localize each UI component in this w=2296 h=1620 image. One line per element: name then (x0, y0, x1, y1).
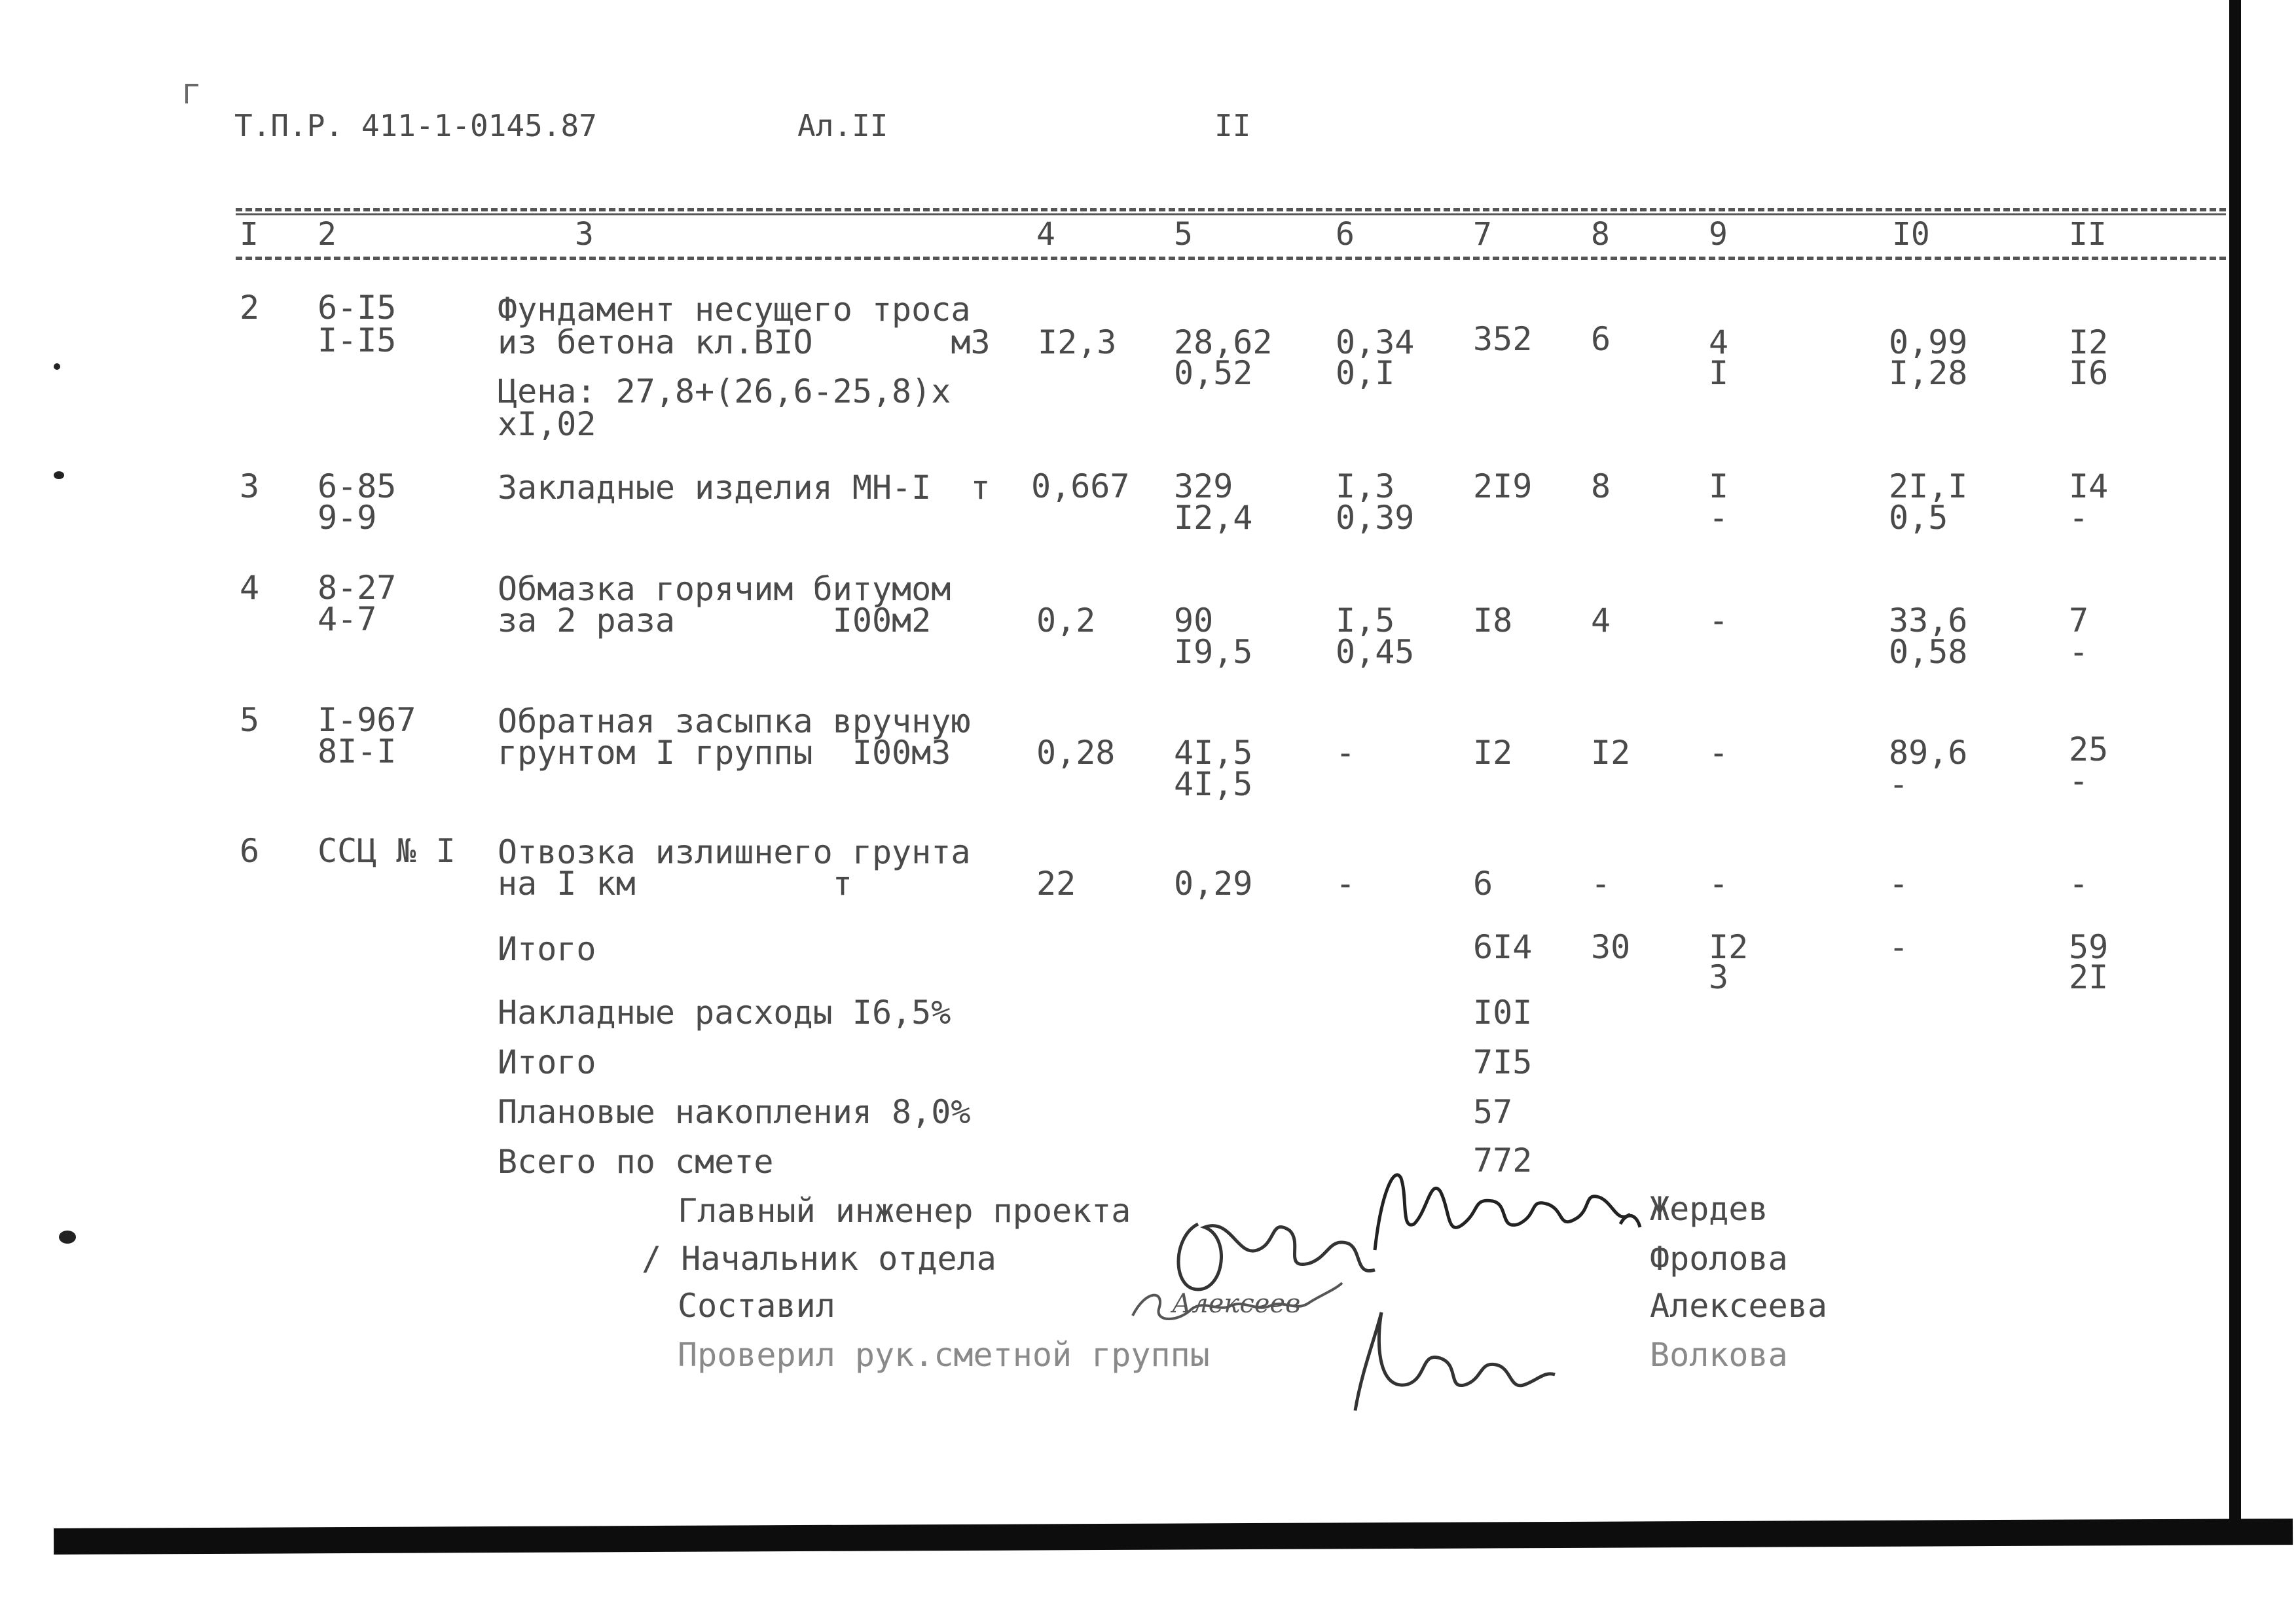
column-number: I0 (1892, 216, 1930, 253)
column-number: 3 (575, 216, 594, 253)
column-8-value: 8 (1591, 467, 1611, 505)
total-column-9: I2 (1709, 928, 1749, 966)
column-number: 5 (1174, 216, 1193, 253)
signature-name: Фролова (1650, 1240, 1788, 1278)
signature-name: Жердев (1650, 1190, 1768, 1228)
column-9-value: - (1709, 602, 1729, 639)
signature-role: Главный инженер проекта (678, 1192, 1131, 1230)
column-6-value: - (1336, 865, 1356, 903)
quantity: I2,3 (1038, 323, 1117, 361)
column-number: 9 (1709, 216, 1728, 253)
total-label: Итого (498, 930, 596, 968)
row-number: 3 (240, 467, 260, 505)
corner-mark (185, 84, 188, 103)
quantity: 0,667 (1031, 467, 1130, 505)
work-description: Обратная засыпка вручную (498, 702, 971, 740)
signature-role: Проверил рук.сметной группы (678, 1336, 1210, 1374)
column-11-value: I6 (2069, 354, 2109, 392)
total-cost: 6 (1473, 865, 1493, 903)
work-description: xI,02 (498, 405, 596, 443)
unit-cost: 329 (1174, 467, 1233, 505)
scan-speck (59, 1231, 76, 1244)
column-6-value: 0,I (1336, 354, 1395, 392)
total-cost: 352 (1473, 320, 1533, 358)
planned-savings-label: Плановые накопления 8,0% (498, 1093, 971, 1131)
column-11-value: - (2069, 865, 2089, 903)
total-column-11: 59 (2069, 928, 2109, 966)
column-11-value: I4 (2069, 467, 2109, 505)
unit-cost: 28,62 (1174, 323, 1273, 361)
total-cost: I2 (1473, 734, 1513, 772)
signature-role: / Начальник отдела (642, 1240, 996, 1278)
album-number: Ал.II (797, 108, 888, 143)
column-9-value: - (1709, 499, 1729, 537)
grand-total-label: Всего по смете (498, 1143, 774, 1181)
rate-code: 4-7 (318, 600, 377, 638)
total-column-8: 30 (1591, 928, 1631, 966)
column-6-value: - (1336, 734, 1356, 772)
table-top-rule (236, 213, 2226, 215)
column-number: II (2069, 216, 2107, 253)
column-6-value: 0,34 (1336, 323, 1415, 361)
row-number: 6 (240, 832, 260, 870)
corner-mark (185, 84, 198, 86)
signature-role: Составил (678, 1287, 835, 1325)
column-8-value: 4 (1591, 602, 1611, 639)
work-description: Отвозка излишнего грунта (498, 833, 971, 871)
unit-cost: 0,52 (1174, 354, 1253, 392)
unit-cost: 4I,5 (1174, 765, 1253, 803)
page-number: II (1214, 108, 1251, 143)
work-description: из бетона кл.BIO м3 (498, 323, 991, 361)
handwritten-signature (1126, 1276, 1349, 1335)
rate-code: I-I5 (318, 321, 397, 359)
unit-cost: 90 (1174, 602, 1214, 639)
handwritten-signature (1336, 1299, 1558, 1417)
work-description: на I км т (498, 865, 852, 903)
column-9-value: I (1709, 354, 1729, 392)
scan-speck (54, 363, 60, 370)
column-8-value: - (1591, 865, 1611, 903)
subtotal-value: 7I5 (1473, 1043, 1533, 1081)
column-10-value: - (1889, 765, 1909, 803)
row-number: 2 (240, 289, 260, 327)
unit-cost: I9,5 (1174, 633, 1253, 671)
scan-edge-bottom (54, 1519, 2293, 1555)
column-9-value: - (1709, 734, 1729, 772)
row-number: 4 (240, 569, 260, 607)
column-9-value: I (1709, 467, 1729, 505)
column-10-value: - (1889, 865, 1909, 903)
unit-cost: 4I,5 (1174, 734, 1253, 772)
column-11-value: - (2069, 762, 2089, 800)
handwritten-name: Алексеев (1172, 1289, 1301, 1319)
column-11-value: - (2069, 633, 2089, 671)
overhead-label: Накладные расходы I6,5% (498, 994, 951, 1032)
column-6-value: 0,45 (1336, 633, 1415, 671)
scan-speck (54, 471, 64, 479)
quantity: 0,2 (1036, 602, 1096, 639)
total-column-9: 3 (1709, 958, 1729, 996)
scan-edge-right (2229, 0, 2241, 1545)
work-description: грунтом I группы I00м3 (498, 734, 951, 772)
table-header-rule (236, 257, 2226, 260)
overhead-value: I0I (1473, 994, 1533, 1032)
column-number: 7 (1473, 216, 1492, 253)
total-cost: I8 (1473, 602, 1513, 639)
row-number: 5 (240, 701, 260, 739)
total-column-11: 2I (2069, 958, 2109, 996)
column-number: 4 (1036, 216, 1055, 253)
column-number: 8 (1591, 216, 1610, 253)
unit-cost: I2,4 (1174, 499, 1253, 537)
quantity: 22 (1036, 865, 1076, 903)
column-11-value: I2 (2069, 323, 2109, 361)
column-number: I (240, 216, 259, 253)
work-description: за 2 раза I00м2 (498, 602, 932, 639)
column-11-value: 25 (2069, 730, 2109, 768)
grand-total-value: 772 (1473, 1142, 1533, 1179)
signature-name: Алексеева (1650, 1287, 1827, 1325)
column-9-value: - (1709, 865, 1729, 903)
rate-code: 6-I5 (318, 289, 397, 327)
signature-name: Волкова (1650, 1336, 1788, 1374)
subtotal-label: Итого (498, 1043, 596, 1081)
document-code: Т.П.Р. 411-1-0145.87 (234, 108, 597, 143)
column-8-value: I2 (1591, 734, 1631, 772)
work-description: Обмазка горячим битумом (498, 570, 951, 608)
column-6-value: I,3 (1336, 467, 1395, 505)
column-10-value: 0,5 (1889, 499, 1948, 537)
column-10-value: I,28 (1889, 354, 1968, 392)
column-10-value: 0,99 (1889, 323, 1968, 361)
column-number: 2 (318, 216, 337, 253)
rate-code: 9-9 (318, 499, 377, 537)
planned-savings-value: 57 (1473, 1093, 1513, 1131)
column-9-value: 4 (1709, 323, 1729, 361)
column-10-value: 0,58 (1889, 633, 1968, 671)
column-10-value: 33,6 (1889, 602, 1968, 639)
column-number: 6 (1336, 216, 1355, 253)
column-11-value: 7 (2069, 602, 2089, 639)
rate-code: ССЦ № I (318, 832, 456, 870)
rate-code: 8I-I (318, 732, 397, 770)
rate-code: 6-85 (318, 467, 397, 505)
column-10-value: 2I,I (1889, 467, 1968, 505)
column-10-value: 89,6 (1889, 734, 1968, 772)
work-description: Цена: 27,8+(26,6-25,8)х (498, 372, 951, 410)
total-cost: 2I9 (1473, 467, 1533, 505)
column-11-value: - (2069, 499, 2089, 537)
total-value: 6I4 (1473, 928, 1533, 966)
total-column-10: - (1889, 928, 1909, 966)
work-description: Фундамент несущего троса (498, 291, 971, 329)
table-top-rule (236, 208, 2226, 211)
column-6-value: 0,39 (1336, 499, 1415, 537)
rate-code: I-967 (318, 701, 416, 739)
column-6-value: I,5 (1336, 602, 1395, 639)
column-8-value: 6 (1591, 320, 1611, 358)
handwritten-signature (1368, 1152, 1650, 1270)
work-description: Закладные изделия МН-I т (498, 469, 991, 507)
unit-cost: 0,29 (1174, 865, 1253, 903)
rate-code: 8-27 (318, 569, 397, 607)
quantity: 0,28 (1036, 734, 1116, 772)
